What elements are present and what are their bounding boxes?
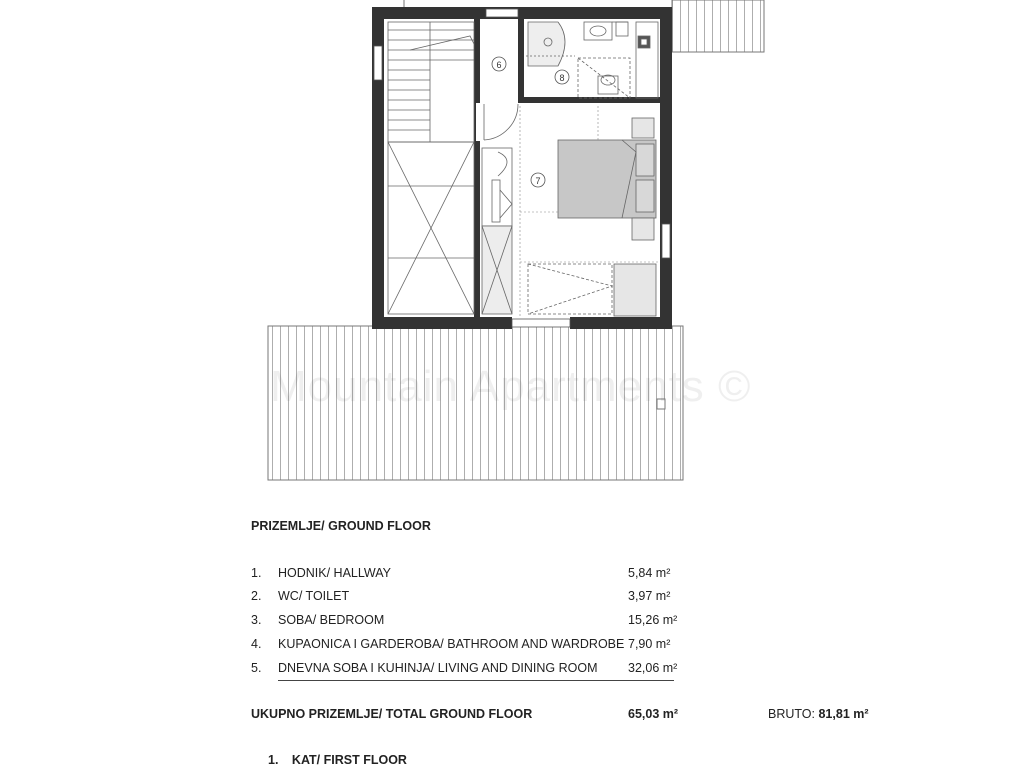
row-area: 32,06 m²: [628, 661, 678, 675]
next-section-number: 1.: [268, 753, 279, 767]
bedroom-label: [531, 173, 545, 187]
list-item: [251, 566, 261, 580]
bruto-value: 81,81 m²: [818, 707, 869, 721]
total-label: UKUPNO PRIZEMLJE/ TOTAL GROUND FLOOR: [251, 707, 533, 721]
next-section-title: KAT/ FIRST FLOOR: [291, 753, 407, 767]
row-number: 3.: [251, 613, 262, 627]
upper-deck: [672, 0, 764, 52]
next-section: [268, 753, 407, 767]
bathroom-fixtures: [526, 22, 658, 98]
watermark: Mountain Apartments ©: [270, 362, 752, 411]
hall-label: [492, 57, 506, 71]
row-area: 5,84 m²: [628, 566, 671, 580]
row-number: 1.: [251, 566, 262, 580]
row-number: 4.: [251, 637, 262, 651]
list-item: [251, 589, 261, 603]
bruto: [768, 707, 869, 721]
row-name: HODNIK/ HALLWAY: [278, 566, 391, 580]
row-name: DNEVNA SOBA I KUHINJA/ LIVING AND DINING ROOM: [278, 661, 598, 675]
row-name: SOBA/ BEDROOM: [278, 613, 385, 627]
total-value: 65,03 m²: [628, 707, 679, 721]
bathroom-label: [555, 70, 569, 84]
list-item: [251, 637, 261, 651]
door-swing: [484, 104, 518, 140]
bruto-label: BRUTO:: [768, 707, 819, 721]
divider: [278, 680, 674, 681]
list-item: [251, 613, 261, 627]
svg-text:8: 8: [559, 73, 565, 83]
row-number: 2.: [251, 589, 262, 603]
svg-text:6: 6: [496, 60, 502, 70]
row-area: 3,97 m²: [628, 589, 671, 603]
wardrobe: [482, 148, 512, 314]
staircase: [388, 22, 474, 314]
row-area: 7,90 m²: [628, 637, 671, 651]
row-name: WC/ TOILET: [278, 589, 350, 603]
bedroom-furniture: [528, 118, 656, 316]
row-name: KUPAONICA I GARDEROBA/ BATHROOM AND WARDROBE: [278, 637, 625, 651]
row-number: 5.: [251, 661, 262, 675]
svg-text:7: 7: [535, 176, 541, 186]
schedule-title: PRIZEMLJE/ GROUND FLOOR: [251, 519, 431, 533]
list-item: [251, 661, 261, 675]
row-area: 15,26 m²: [628, 613, 678, 627]
